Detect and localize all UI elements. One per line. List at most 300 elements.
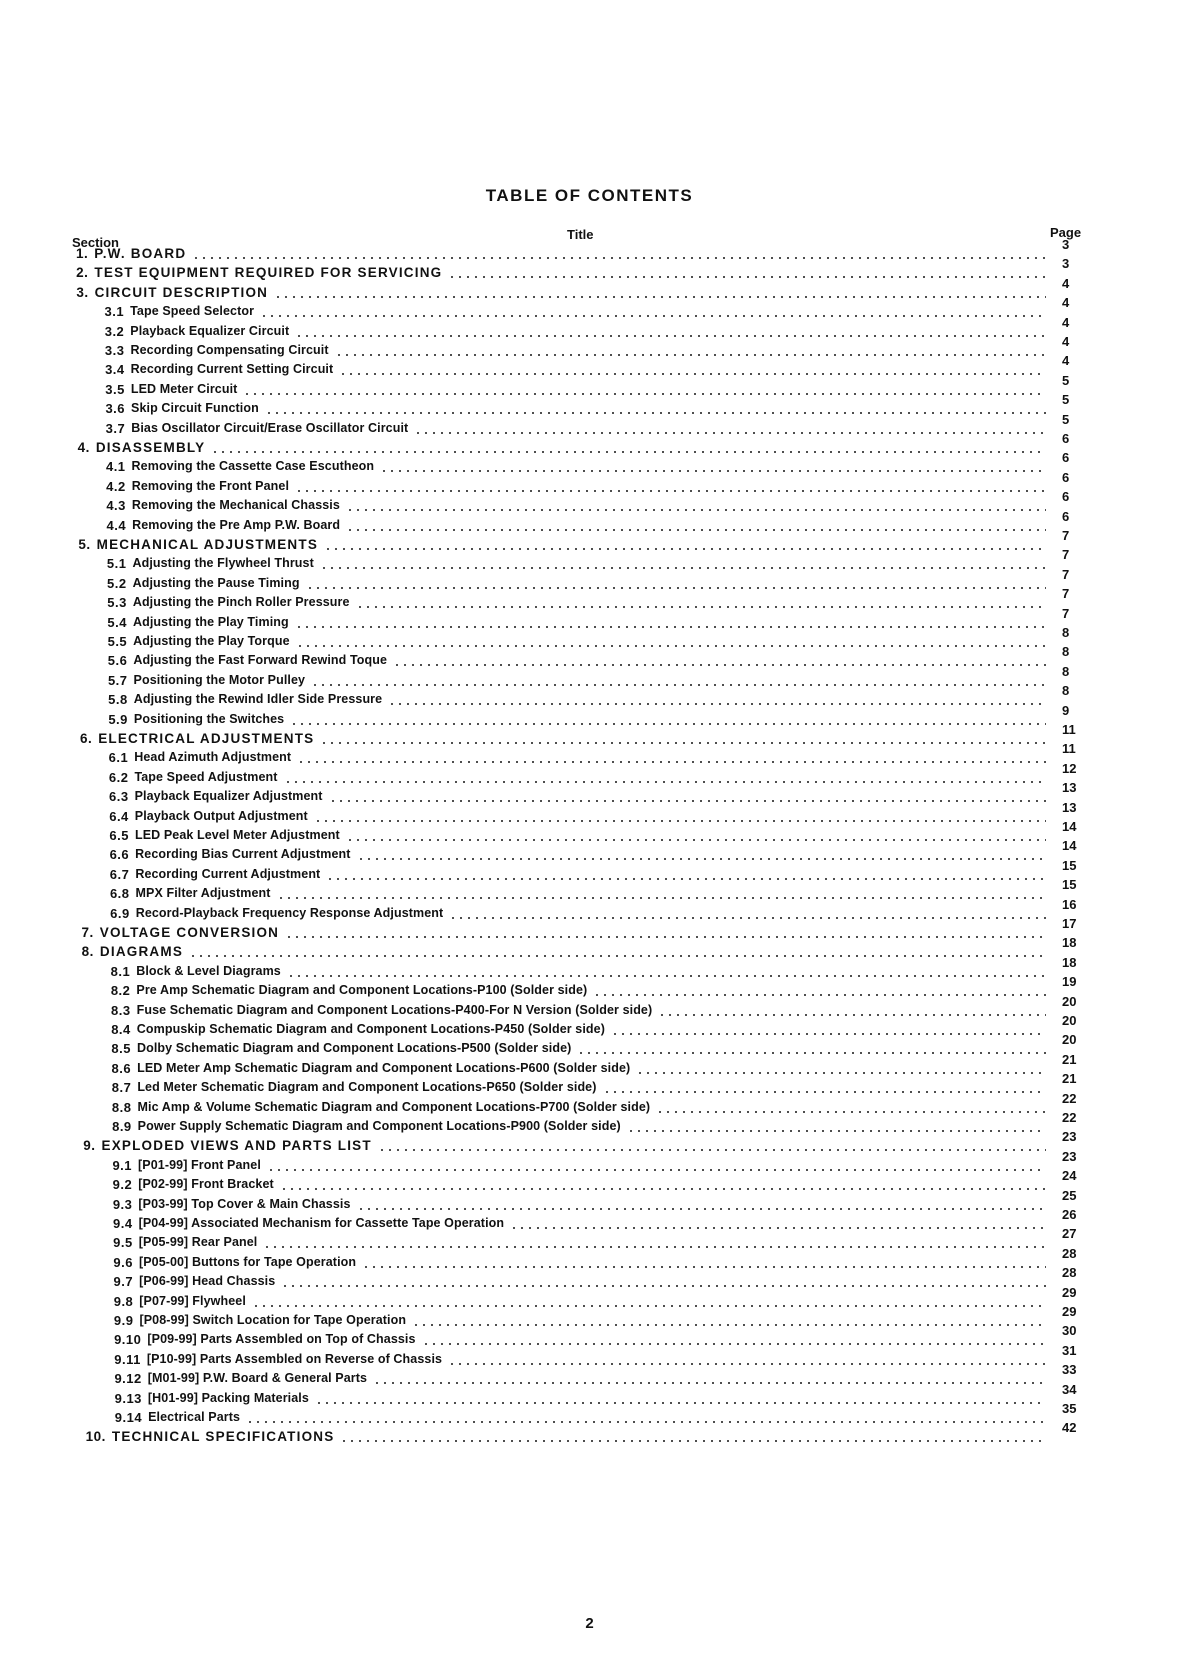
dot-leader — [295, 490, 1046, 492]
toc-entry — [107, 586, 1070, 612]
toc-entry-page: 29 — [1061, 1284, 1077, 1300]
toc-entry-number: 6.6 — [109, 847, 130, 863]
dot-leader — [192, 257, 1046, 259]
toc-entry — [109, 857, 1077, 884]
toc-entry-number: 9.13 — [114, 1390, 142, 1406]
toc-entry — [108, 760, 1077, 787]
toc-entry-number: 6.8 — [109, 886, 130, 902]
toc-entry-page: 23 — [1061, 1148, 1077, 1164]
toc-entry-title: Removing the Mechanical Chassis — [131, 498, 340, 513]
toc-entry-number: 9.12 — [114, 1371, 142, 1387]
toc-entry-title: VOLTAGE CONVERSION — [99, 925, 280, 940]
toc-entry-page: 31 — [1061, 1342, 1077, 1358]
toc-entry-page: 5 — [1061, 372, 1070, 388]
toc-entry-number: 8.6 — [111, 1060, 132, 1076]
toc-entry-page: 12 — [1061, 760, 1077, 776]
dot-leader — [356, 606, 1046, 608]
toc-entry-number: 9.10 — [114, 1332, 142, 1348]
toc-entry-number: 9.5 — [113, 1235, 133, 1251]
toc-entry-number: 6.2 — [108, 769, 129, 785]
toc-entry-number: 4.2 — [106, 478, 126, 494]
toc-entry — [109, 819, 1077, 845]
toc-entry-title: Dolby Schematic Diagram and Component Locations-P500 (Solder side) — [136, 1041, 572, 1056]
dot-leader — [388, 703, 1046, 705]
dot-leader — [378, 1149, 1046, 1151]
toc-entry-title: Compuskip Schematic Diagram and Component Locations-P450 (Solder side) — [136, 1022, 605, 1036]
toc-entry-page: 8 — [1061, 644, 1070, 660]
toc-entry-number: 9.14 — [114, 1410, 143, 1425]
toc-entry — [105, 372, 1070, 399]
toc-entry — [77, 431, 1070, 457]
toc-entry-title: [P05-00] Buttons for Tape Operation — [138, 1254, 357, 1269]
toc-entry-title: Playback Equalizer Circuit — [130, 323, 290, 338]
toc-entry-number: 8.4 — [111, 1022, 131, 1037]
toc-entry — [105, 411, 1070, 438]
toc-entry-page: 22 — [1061, 1090, 1077, 1106]
dot-leader — [287, 975, 1046, 977]
toc-entry — [113, 1265, 1077, 1291]
dot-leader — [284, 781, 1046, 783]
toc-entry-page: 14 — [1061, 819, 1077, 834]
dot-leader — [346, 839, 1046, 841]
dot-leader — [260, 315, 1046, 317]
dot-leader — [274, 296, 1046, 298]
toc-entry — [112, 1110, 1077, 1136]
toc-entry-number: 1. — [76, 246, 89, 261]
toc-entry-page: 18 — [1061, 935, 1077, 951]
toc-entry — [78, 528, 1070, 554]
toc-entry-title: Electrical Parts — [148, 1410, 241, 1424]
toc-entry-title: TECHNICAL SPECIFICATIONS — [111, 1429, 335, 1445]
toc-entry-page: 6 — [1061, 508, 1070, 524]
toc-entry-number: 9.11 — [114, 1351, 141, 1367]
toc-entry-page: 17 — [1061, 916, 1077, 931]
toc-entry-page: 5 — [1061, 392, 1070, 408]
toc-entry-page: 8 — [1061, 683, 1070, 699]
dot-leader — [326, 878, 1046, 880]
dot-leader — [329, 800, 1046, 802]
dot-leader — [267, 1169, 1046, 1171]
dot-leader — [306, 587, 1046, 589]
toc-entry-number: 9.3 — [112, 1196, 133, 1212]
toc-entry-title: Removing the Cassette Case Escutheon — [131, 459, 375, 474]
dot-leader — [243, 393, 1046, 395]
dot-leader — [315, 1402, 1046, 1404]
toc-entry-title: Tape Speed Adjustment — [134, 769, 278, 784]
toc-entry — [76, 275, 1070, 302]
dot-leader — [346, 529, 1046, 531]
toc-entry-number: 5.2 — [107, 575, 127, 591]
toc-entry-number: 6.5 — [109, 828, 129, 843]
toc-entry-title: LED Peak Level Meter Adjustment — [134, 828, 340, 842]
toc-entry-number: 2. — [76, 265, 89, 281]
toc-entry-title: Adjusting the Fast Forward Rewind Toque — [133, 653, 388, 668]
toc-entry-page: 4 — [1061, 334, 1070, 349]
toc-entry-title: Adjusting the Pause Timing — [132, 575, 300, 590]
toc-entry-number: 9.4 — [113, 1216, 133, 1231]
toc-entry-page: 4 — [1061, 314, 1070, 330]
dot-leader — [658, 1014, 1046, 1016]
toc-entry-number: 3.1 — [104, 304, 125, 320]
toc-entry-title: Power Supply Schematic Diagram and Component Locations-P900 (Solder side) — [137, 1119, 621, 1133]
toc-entry — [81, 935, 1077, 961]
dot-leader — [448, 276, 1046, 278]
dot-leader — [412, 1324, 1046, 1326]
toc-entry — [113, 1207, 1077, 1233]
toc-entry-number: 5.1 — [106, 556, 127, 572]
toc-entry-page: 19 — [1061, 974, 1077, 990]
toc-entry-number: 3.4 — [105, 362, 125, 378]
toc-entry-title: Adjusting the Rewind Idler Side Pressure — [133, 692, 383, 707]
toc-entry-page: 35 — [1061, 1401, 1077, 1416]
toc-entry-number: 9.9 — [113, 1313, 134, 1328]
toc-entry — [110, 974, 1077, 1000]
toc-entry-page: 5 — [1061, 411, 1070, 427]
toc-entry-number: 6.7 — [109, 866, 130, 882]
toc-entry-page: 4 — [1061, 275, 1070, 291]
toc-entry — [108, 702, 1070, 729]
toc-entry-number: 8.9 — [112, 1119, 132, 1134]
title-column-header: Title — [567, 227, 594, 242]
toc-entry — [112, 1187, 1077, 1214]
toc-entry-title: MPX Filter Adjustment — [135, 886, 271, 901]
toc-entry-number: 3. — [76, 284, 89, 300]
footer-page-number: 2 — [585, 1615, 594, 1632]
toc-entry-title: [P10-99] Parts Assembled on Reverse of Chassis — [146, 1351, 443, 1366]
toc-entry — [114, 1401, 1077, 1427]
toc-entry — [106, 469, 1070, 496]
toc-entry-number: 5. — [78, 537, 91, 552]
toc-entry — [85, 1420, 1077, 1446]
toc-entry-number: 5.5 — [107, 634, 128, 649]
dot-leader — [311, 684, 1046, 686]
dot-leader — [295, 626, 1046, 628]
toc-entry-title: Recording Current Setting Circuit — [130, 362, 334, 377]
toc-entry-page: 16 — [1061, 896, 1077, 912]
dot-leader — [414, 432, 1046, 434]
toc-entry-title: Block & Level Diagrams — [136, 963, 281, 978]
toc-entry-page: 11 — [1062, 722, 1076, 737]
toc-entry — [111, 1032, 1077, 1058]
toc-entry-number: 8.3 — [111, 1002, 131, 1018]
toc-entry-title: Skip Circuit Function — [131, 401, 259, 416]
toc-entry-page: 28 — [1061, 1265, 1077, 1281]
dot-leader — [335, 354, 1046, 356]
dot-leader — [277, 897, 1046, 899]
page-column-header: Page — [1050, 225, 1082, 240]
dot-leader — [362, 1266, 1046, 1268]
toc-entry-title: Removing the Pre Amp P.W. Board — [132, 517, 341, 532]
dot-leader — [577, 1052, 1046, 1054]
toc-entry — [83, 1129, 1077, 1155]
toc-entry-title: [H01-99] Packing Materials — [147, 1390, 309, 1405]
toc-entry-number: 4.1 — [105, 459, 126, 475]
toc-entry — [106, 489, 1070, 515]
toc-entry-page: 15 — [1061, 877, 1077, 893]
dot-leader — [656, 1111, 1046, 1113]
toc-entry-number: 5.8 — [108, 692, 128, 708]
toc-entry-title: Removing the Front Panel — [131, 478, 290, 493]
toc-entry-title: [P05-99] Rear Panel — [138, 1235, 258, 1250]
toc-entry — [109, 838, 1077, 864]
dot-leader — [324, 548, 1046, 550]
toc-entry — [76, 256, 1070, 282]
toc-entry-number: 6.9 — [110, 905, 130, 921]
toc-entry-number: 5.7 — [107, 672, 128, 688]
toc-entry-title: [P02-99] Front Bracket — [138, 1177, 274, 1192]
toc-entry-title: [P09-99] Parts Assembled on Top of Chassis — [147, 1332, 416, 1347]
toc-entry-page: 7 — [1061, 566, 1070, 582]
dot-leader — [339, 373, 1046, 375]
toc-entry — [113, 1226, 1077, 1252]
toc-entry-number: 9.7 — [113, 1274, 134, 1290]
toc-entry-number: 9.8 — [113, 1293, 134, 1309]
toc-entry-page: 25 — [1061, 1187, 1077, 1203]
toc-entry-title: Tape Speed Selector — [130, 304, 255, 319]
toc-entry-title: Adjusting the Flywheel Thrust — [132, 556, 314, 571]
toc-entry — [112, 1168, 1077, 1194]
toc-entry-page: 6 — [1061, 450, 1070, 466]
toc-entry — [111, 993, 1077, 1020]
toc-entry — [106, 508, 1070, 535]
toc-entry-title: Recording Compensating Circuit — [130, 343, 329, 357]
toc-entry-title: MECHANICAL ADJUSTMENTS — [96, 537, 319, 552]
toc-entry-page: 8 — [1061, 625, 1070, 640]
toc-entry-page: 9 — [1061, 702, 1070, 718]
dot-leader — [297, 761, 1046, 763]
toc-entry — [108, 741, 1076, 767]
dot-leader — [611, 1033, 1046, 1035]
toc-entry-title: Adjusting the Pinch Roller Pressure — [132, 595, 350, 610]
toc-entry — [111, 1071, 1077, 1097]
page-title: TABLE OF CONTENTS — [485, 186, 694, 205]
toc-entry-page: 7 — [1061, 528, 1070, 543]
toc-entry — [79, 722, 1076, 748]
toc-entry-title: Adjusting the Play Torque — [133, 634, 290, 648]
toc-entry-page: 8 — [1061, 663, 1070, 679]
toc-entry — [107, 566, 1070, 593]
toc-entry — [114, 1323, 1077, 1349]
toc-entry-page: 6 — [1061, 489, 1070, 505]
dot-leader — [373, 1382, 1046, 1384]
toc-entry-page: 30 — [1061, 1323, 1077, 1339]
toc-entry-title: [P06-99] Head Chassis — [139, 1274, 276, 1289]
dot-leader — [346, 509, 1046, 511]
toc-entry — [104, 295, 1070, 321]
toc-entry-number: 3.7 — [105, 420, 126, 436]
toc-entry-title: TEST EQUIPMENT REQUIRED FOR SERVICING — [94, 265, 443, 281]
toc-entry-number: 9.6 — [113, 1254, 133, 1270]
toc-entry — [105, 450, 1070, 476]
toc-entry-page: 6 — [1061, 469, 1070, 485]
toc-entry-page: 26 — [1062, 1207, 1077, 1222]
toc-entry-number: 10. — [85, 1429, 106, 1445]
toc-entry-page: 3 — [1061, 256, 1070, 272]
toc-entry-number: 9. — [83, 1138, 96, 1154]
toc-entry-title: LED Meter Amp Schematic Diagram and Component Locations-P600 (Solder side) — [137, 1060, 631, 1075]
toc-entry-page: 14 — [1061, 838, 1077, 854]
toc-entry — [110, 954, 1077, 981]
toc-entry-page: 20 — [1061, 1013, 1077, 1028]
dot-leader — [449, 917, 1046, 919]
toc-entry-number: 8.1 — [110, 963, 131, 979]
toc-entry — [105, 392, 1070, 418]
toc-entry — [114, 1381, 1077, 1408]
toc-entry-number: 6.3 — [109, 789, 129, 805]
dot-leader — [320, 742, 1046, 744]
toc-entry — [109, 799, 1077, 826]
toc-entry — [107, 605, 1070, 632]
toc-entry — [111, 1051, 1077, 1078]
toc-entry-number: 3.3 — [104, 343, 125, 358]
toc-entry-number: 8.2 — [110, 983, 131, 999]
toc-entry — [107, 644, 1070, 670]
toc-entry-page: 29 — [1061, 1304, 1077, 1319]
toc-entry — [112, 1148, 1077, 1175]
toc-entry-title: Led Meter Schematic Diagram and Component Locations-P650 (Solder side) — [137, 1080, 597, 1095]
toc-entry-number: 4. — [77, 440, 90, 455]
dot-leader — [280, 1188, 1046, 1190]
toc-entry-title: Fuse Schematic Diagram and Component Locations-P400-For N Version (Solder side) — [136, 1002, 653, 1017]
toc-entry-number: 8.8 — [111, 1099, 132, 1115]
toc-entry-title: P.W. BOARD — [94, 246, 187, 261]
toc-entry-page: 42 — [1061, 1420, 1077, 1436]
toc-entry-title: Playback Output Adjustment — [134, 808, 308, 823]
toc-entry-title: Positioning the Switches — [133, 711, 285, 726]
section-column-header: Section — [72, 235, 119, 250]
dot-leader — [296, 645, 1046, 647]
toc-entry-page: 7 — [1061, 586, 1070, 602]
toc-entry — [106, 547, 1070, 573]
toc-entry-title: DIAGRAMS — [99, 944, 184, 960]
toc-entry-page: 24 — [1061, 1168, 1077, 1184]
dot-leader — [290, 723, 1046, 725]
toc-entry-title: [M01-99] P.W. Board & General Parts — [147, 1371, 368, 1386]
toc-entry-title: Mic Amp & Volume Schematic Diagram and Component Locations-P700 (Solder side) — [137, 1099, 651, 1114]
toc-entry-page: 13 — [1061, 799, 1077, 815]
toc-entry — [113, 1304, 1077, 1330]
toc-entry-number: 9.2 — [112, 1177, 133, 1193]
toc-entry-page: 15 — [1061, 857, 1077, 873]
toc-entry-page: 20 — [1061, 993, 1077, 1009]
toc-entry-page: 33 — [1061, 1362, 1077, 1378]
dot-leader — [265, 412, 1046, 414]
toc-entry-number: 5.9 — [108, 711, 128, 727]
toc-entry-title: [P07-99] Flywheel — [139, 1293, 246, 1308]
toc-entry — [111, 1090, 1077, 1117]
dot-leader — [246, 1421, 1046, 1423]
toc-entry-title: Positioning the Motor Pulley — [133, 672, 306, 687]
toc-entry-page: 6 — [1061, 431, 1070, 446]
toc-entry-title: Recording Current Adjustment — [135, 866, 321, 881]
toc-entry-title: [P01-99] Front Panel — [138, 1157, 261, 1172]
toc-entry-number: 8.7 — [111, 1080, 132, 1096]
dot-leader — [603, 1091, 1046, 1093]
toc-entry — [109, 780, 1077, 806]
toc-entry-title: Record-Playback Frequency Response Adjustment — [135, 905, 444, 920]
toc-entry-title: Bias Oscillator Circuit/Erase Oscillator Circuit — [131, 420, 409, 435]
toc-entry-page: 7 — [1061, 605, 1070, 621]
dot-leader — [448, 1363, 1046, 1365]
toc-entry — [107, 625, 1070, 651]
dot-leader — [252, 1305, 1046, 1307]
toc-entry — [104, 314, 1070, 341]
toc-entry-number: 8. — [81, 944, 94, 960]
dot-leader — [636, 1072, 1046, 1074]
toc-entry — [113, 1284, 1077, 1311]
dot-leader — [295, 335, 1046, 337]
dot-leader — [357, 1208, 1046, 1210]
toc-entry-number: 6.1 — [108, 750, 129, 766]
toc-entry — [81, 916, 1077, 942]
toc-entry — [104, 334, 1070, 360]
toc-entry-number: 4.3 — [106, 498, 126, 514]
toc-entry-page: 7 — [1061, 547, 1070, 563]
toc-entry-title: [P03-99] Top Cover & Main Chassis — [138, 1196, 351, 1211]
toc-entry-number: 3.2 — [104, 323, 125, 339]
toc-entry-page: 21 — [1061, 1051, 1077, 1067]
toc-entry-number: 5.6 — [107, 653, 128, 669]
dot-leader — [627, 1130, 1046, 1132]
dot-leader — [422, 1343, 1046, 1345]
toc-entry-title: Playback Equalizer Adjustment — [134, 789, 323, 804]
toc-entry-page: 28 — [1061, 1245, 1077, 1261]
toc-entry-page: 34 — [1061, 1381, 1077, 1397]
toc-entry-number: 3.6 — [105, 401, 126, 417]
dot-leader — [281, 1285, 1046, 1287]
toc-entry — [110, 896, 1077, 923]
toc-entry-number: 6.4 — [109, 808, 129, 824]
toc-entry-title: [P08-99] Switch Location for Tape Operation — [139, 1313, 407, 1327]
toc-entry-number: 5.4 — [107, 614, 127, 630]
toc-entry-page: 27 — [1061, 1226, 1077, 1242]
toc-entry-title: CIRCUIT DESCRIPTION — [94, 284, 269, 300]
toc-entry-page: 18 — [1061, 954, 1077, 970]
toc-entry-number: 8.5 — [111, 1041, 131, 1057]
toc-entry-title: Pre Amp Schematic Diagram and Component Locations-P100 (Solder side) — [136, 983, 588, 998]
dot-leader — [340, 1440, 1046, 1442]
toc-entry-page: 3 — [1062, 237, 1070, 252]
toc-entry-page: 13 — [1061, 780, 1077, 796]
toc-entry-number: 4.4 — [106, 517, 127, 533]
toc-entry-number: 7. — [81, 925, 94, 940]
dot-leader — [263, 1246, 1046, 1248]
toc-entry-title: Adjusting the Play Timing — [132, 614, 289, 629]
toc-entry — [114, 1342, 1077, 1369]
toc-entry-page: 20 — [1061, 1032, 1077, 1048]
toc-entry-page: 4 — [1061, 353, 1070, 369]
toc-entry-page: 23 — [1061, 1129, 1077, 1145]
toc-entry — [109, 877, 1077, 903]
toc-entry-title: LED Meter Circuit — [130, 381, 238, 396]
dot-leader — [211, 451, 1046, 453]
toc-entry-number: 5.3 — [107, 595, 127, 611]
toc-entry-title: Head Azimuth Adjustment — [134, 750, 292, 765]
dot-leader — [510, 1227, 1046, 1229]
toc-entry-number: 9.1 — [112, 1157, 133, 1173]
dot-leader — [320, 567, 1046, 569]
toc-entry-title: [P04-99] Associated Mechanism for Cassette Tape Operation — [138, 1216, 505, 1230]
toc-entry — [105, 353, 1070, 379]
dot-leader — [357, 858, 1046, 860]
toc-entry-page: 21 — [1061, 1071, 1077, 1087]
toc-entry — [113, 1245, 1077, 1272]
toc-entry-title: ELECTRICAL ADJUSTMENTS — [98, 731, 315, 746]
toc-entry-number: 3.5 — [105, 381, 125, 397]
toc-entry-title: Recording Bias Current Adjustment — [135, 847, 351, 862]
toc-entry — [107, 663, 1070, 690]
toc-entry — [111, 1013, 1077, 1039]
